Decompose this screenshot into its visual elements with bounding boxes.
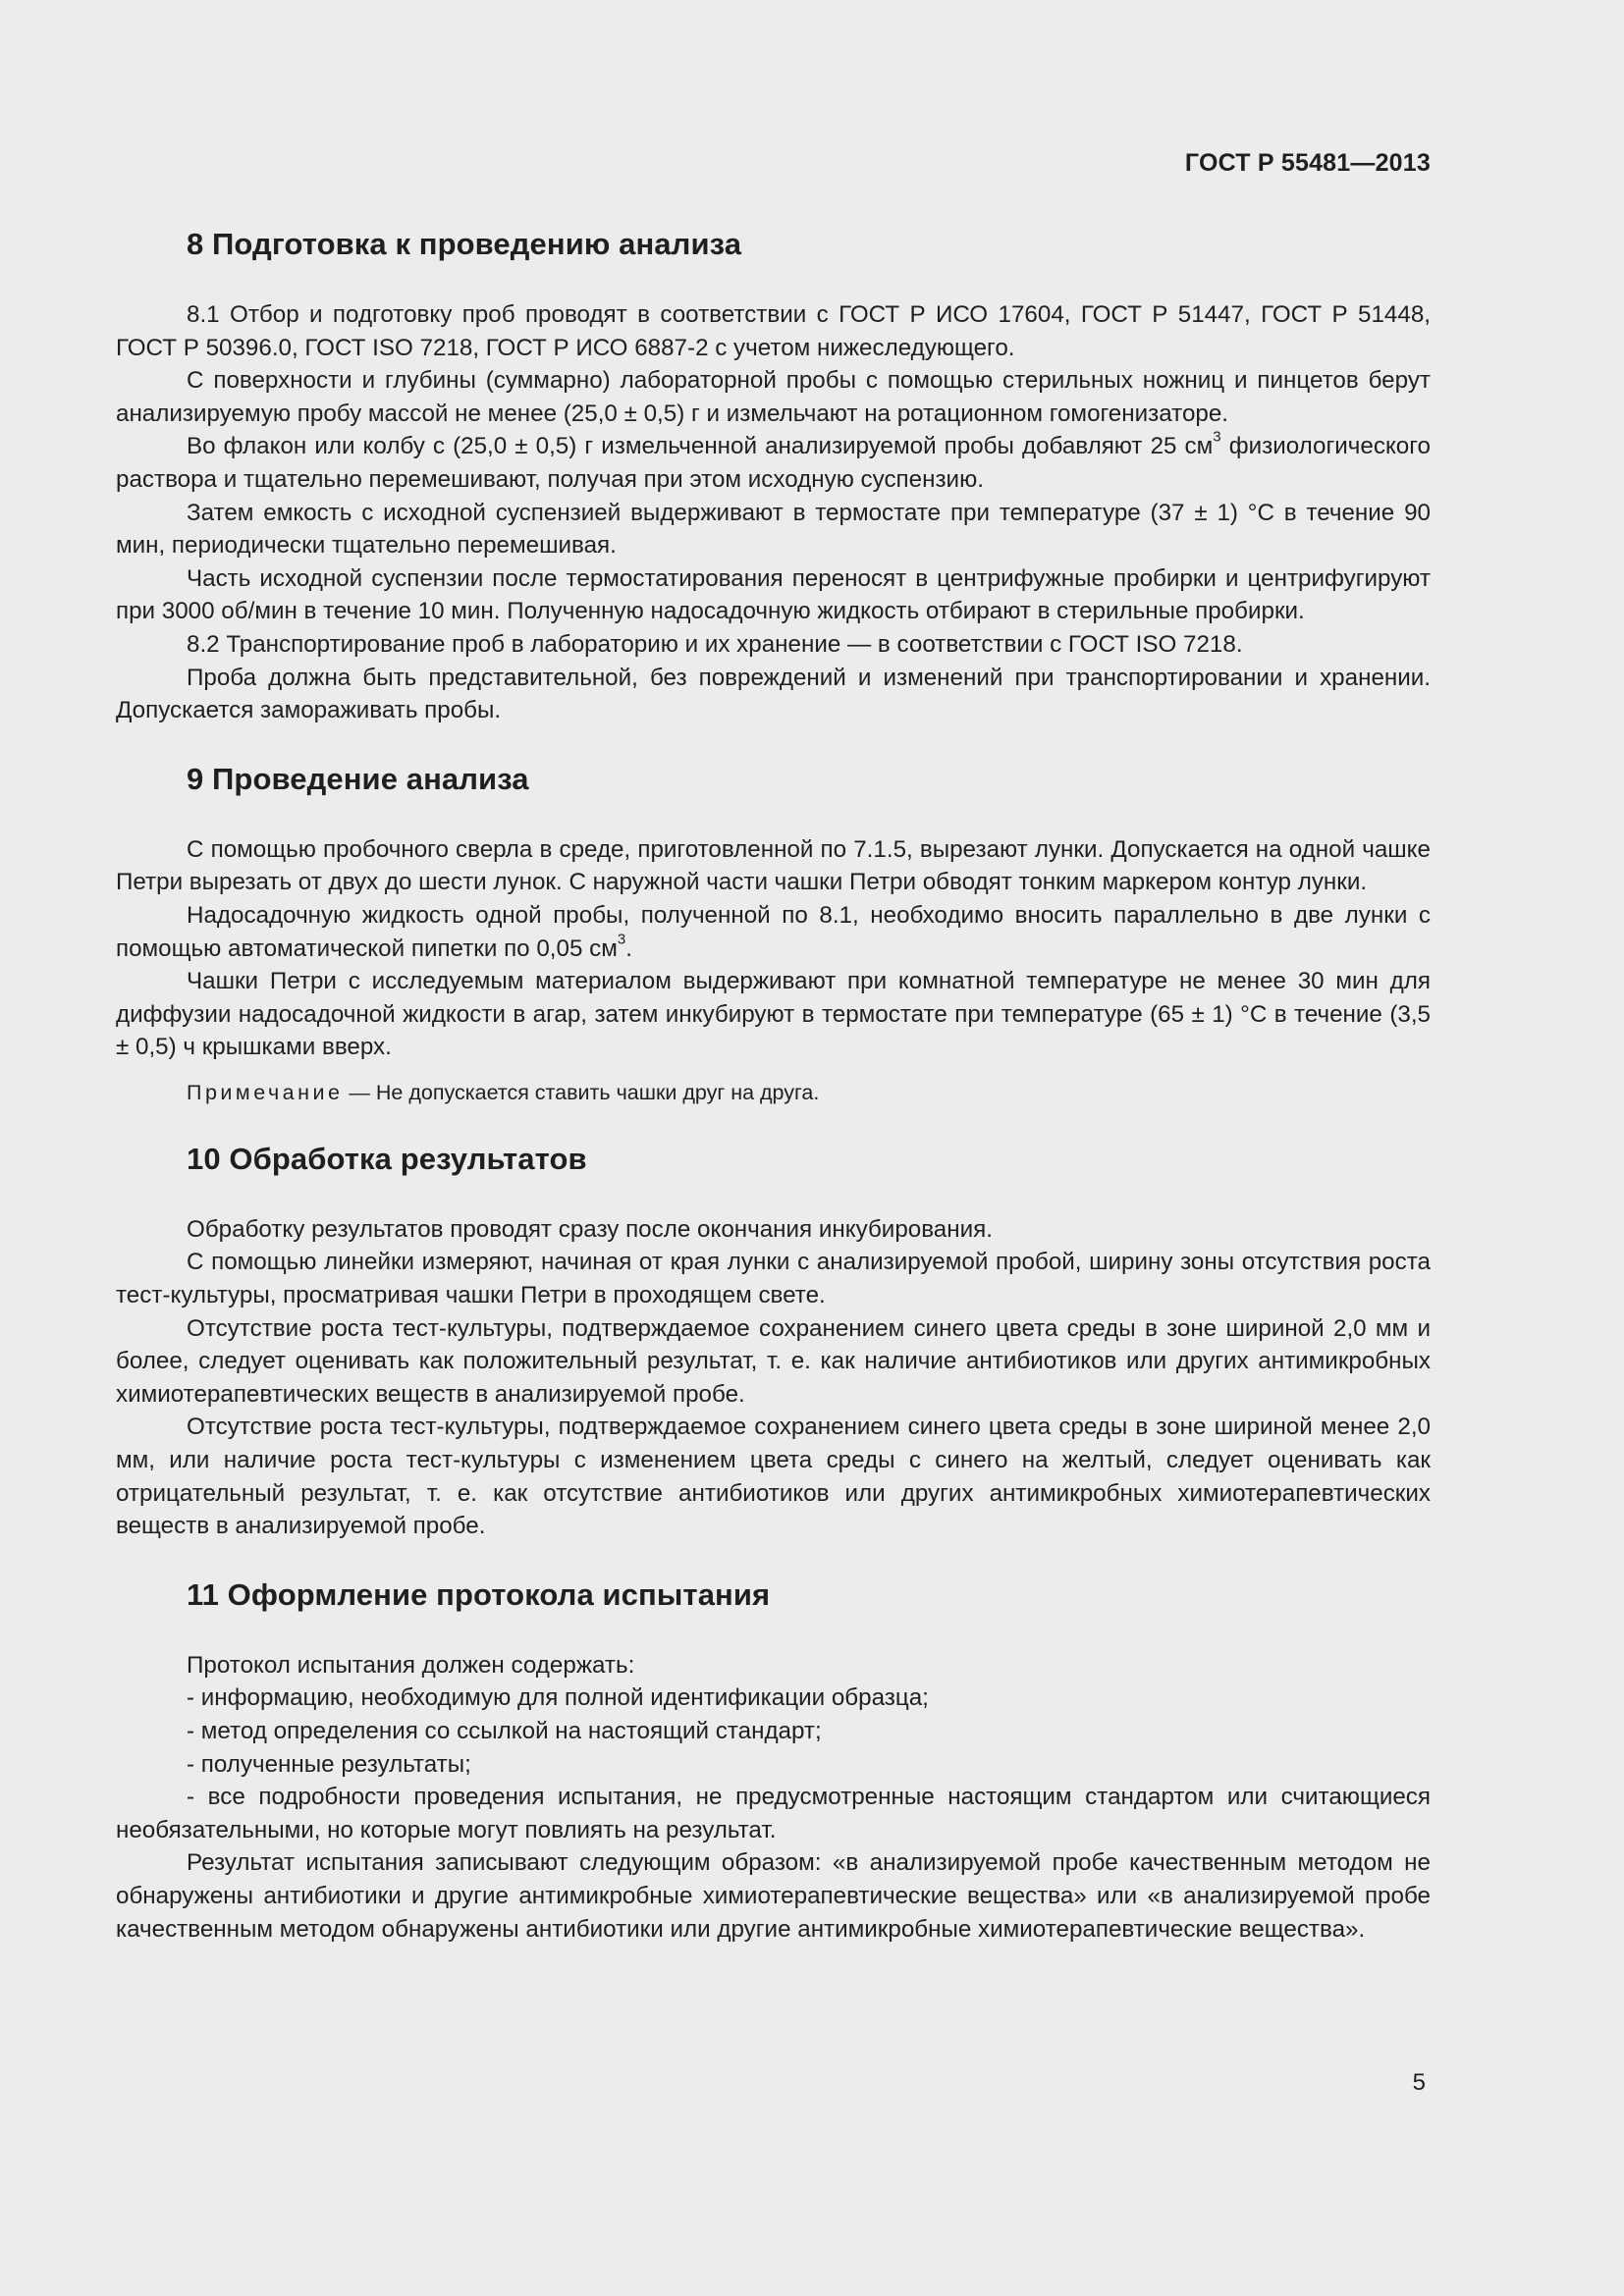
paragraph-11-result: Результат испытания записывают следующим образом: «в анализируемой пробе качественным методом не обнаружены антибиотики и другие антимикробные химиотерапевтические вещества» или «в анализируемой пробе качественным методом обнаружены антибиотики или другие антимикробные химиотерапевтические вещества». [116,1849,1431,1943]
section-9 [116,757,1431,1107]
list-item: - все подробности проведения испытания, не предусмотренные настоящим стандартом или считающиеся необязательными, но которые могут повлиять на результат. [116,1784,1431,1843]
paragraph-9-incubation: Чашки Петри с исследуемым материалом выдерживают при комнатной температуре не менее 30 мин для диффузии надосадочной жидкости в агар, затем инкубируют в термостате при температуре (65 ± 1) °С в течение (3,5 ± 0,5) ч крышками вверх. [116,968,1431,1061]
paragraph-8-1: 8.1 Отбор и подготовку проб проводят в соответствии с ГОСТ Р ИСО 17604, ГОСТ Р 51447, ГОСТ Р 51448, ГОСТ Р 50396.0, ГОСТ ISO 7218, ГОСТ Р ИСО 6887-2 с учетом нижеследующего. [116,301,1431,361]
paragraph-10-start: Обработку результатов проводят сразу после окончания инкубирования. [187,1215,993,1243]
text-fragment: физиологического раствора и тщательно перемешивают, получая при этом исходную суспензию. [116,433,1431,493]
paragraph-8-1-suspension [116,430,1431,496]
document-code: ГОСТ Р 55481—2013 [1184,149,1431,177]
note [116,1078,1431,1107]
text-fragment: . [625,934,632,962]
section-11 [116,1573,1431,1946]
page-number: 5 [1412,2069,1426,2096]
superscript: 3 [1213,428,1221,446]
text-fragment: Во флакон или колбу с (25,0 ± 0,5) г измельченной анализируемой пробы добавляют 25 см [187,433,1214,460]
paragraph-10-positive: Отсутствие роста тест-культуры, подтверждаемое сохранением синего цвета среды в зоне шириной 2,0 мм и более, следует оценивать как положительный результат, т. е. как наличие антибиотиков или других антимикробных химиотерапевтических веществ в анализируемой пробе. [116,1314,1431,1408]
section-9-title: 9 Проведение анализа [187,761,529,796]
text-fragment: Надосадочную жидкость одной пробы, полученной по 8.1, необходимо вносить параллельно в две лунки с помощью автоматической пипетки по 0,05 см [116,901,1431,962]
note-label: Примечание [187,1080,344,1104]
note-text: — Не допускается ставить чашки друг на друга. [343,1080,820,1104]
paragraph-10-measure: С помощью линейки измеряют, начиная от края лунки с анализируемой пробой, ширину зоны отсутствия роста тест-культуры, просматривая чашки Петри в проходящем свете. [116,1249,1431,1309]
section-10 [116,1137,1431,1543]
paragraph-9-wells: С помощью пробочного сверла в среде, приготовленной по 7.1.5, вырезают лунки. Допускается на одной чашке Петри вырезать от двух до шести лунок. С наружной части чашки Петри обводят тонким маркером контур лунки. [116,835,1431,896]
paragraph-8-1-sampling: С поверхности и глубины (суммарно) лабораторной пробы с помощью стерильных ножниц и пинцетов берут анализируемую пробу массой не менее (25,0 ± 0,5) г и измельчают на ротационном гомогенизаторе. [116,367,1431,427]
paragraph-8-2: 8.2 Транспортирование проб в лабораторию и их хранение — в соответствии с ГОСТ ISO 7218. [187,630,1243,658]
section-8 [116,222,1431,727]
section-8-title: 8 Подготовка к проведению анализа [187,227,742,261]
list-item: - полученные результаты; [187,1750,471,1778]
paragraph-8-1-centrifuge: Часть исходной суспензии после термостатирования переносят в центрифужные пробирки и центрифугируют при 3000 об/мин в течение 10 мин. Полученную надосадочную жидкость отбирают в стерильные пробирки. [116,564,1431,625]
paragraph-8-1-thermostat: Затем емкость с исходной суспензией выдерживают в термостате при температуре (37 ± 1) °С в течение 90 мин, периодически тщательно перемешивая. [116,499,1431,560]
section-11-title: 11 Оформление протокола испытания [187,1576,771,1612]
paragraph-9-pipette [116,899,1431,965]
section-10-title: 10 Обработка результатов [187,1141,587,1176]
document-body [116,222,1431,1946]
paragraph-10-negative: Отсутствие роста тест-культуры, подтверждаемое сохранением синего цвета среды в зоне шириной менее 2,0 мм, или наличие роста тест-культуры с изменением цвета среды с синего на желтый, следует оценивать как отрицательный результат, т. е. как отсутствие антибиотиков или других антимикробных химиотерапевтических веществ в анализируемой пробе. [116,1414,1431,1540]
paragraph-8-2-storage: Проба должна быть представительной, без повреждений и изменений при транспортировании и хранении. Допускается замораживать пробы. [116,664,1431,724]
list-item: - метод определения со ссылкой на настоящий стандарт; [187,1718,822,1744]
paragraph-11-intro: Протокол испытания должен содержать: [187,1651,635,1679]
list-item: - информацию, необходимую для полной идентификации образца; [187,1684,929,1712]
superscript: 3 [617,930,626,947]
